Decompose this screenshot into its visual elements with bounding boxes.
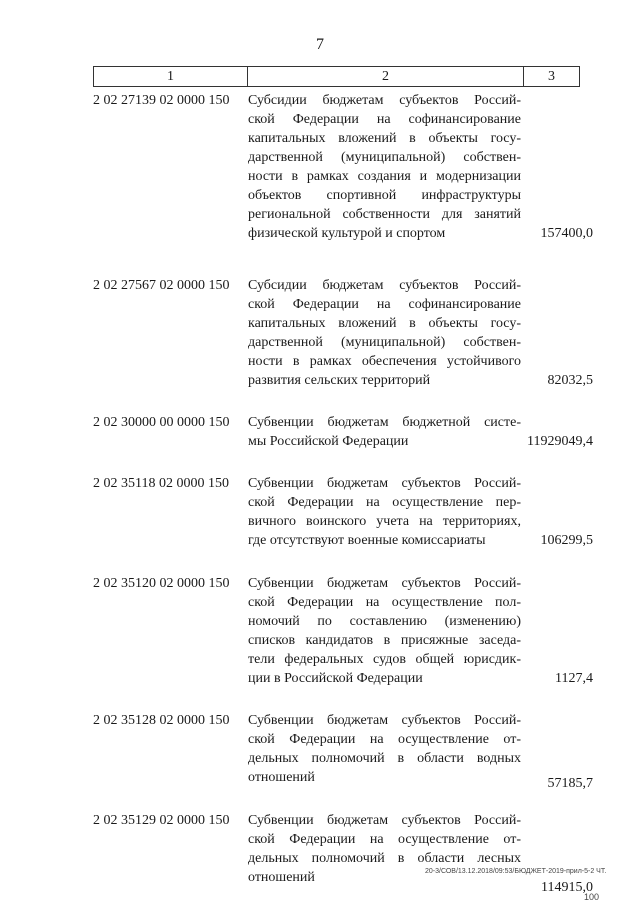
row-description: Субвенции бюджетам бюджетной систе- мы Российской Федерации: [248, 415, 521, 449]
column-header-3: 3: [548, 69, 555, 84]
row-description: Субсидии бюджетам субъектов Россий- ской Федерации на софинансирование капитальных вложений в объекты госу- дарственной (муниципальной) собствен- ности в рамках создания и модернизации объектов спортивной инфраструктуры региональной собственности для занятий физической культурой и спортом: [248, 93, 521, 241]
table-row: [93, 811, 593, 895]
row-code: 2 02 35129 02 0000 150: [93, 813, 230, 828]
table-body: [93, 91, 593, 895]
footer-corner-number: 100: [584, 892, 600, 902]
table-row: [93, 711, 593, 791]
row-code: 2 02 30000 00 0000 150: [93, 415, 230, 430]
table-row: [93, 276, 593, 390]
row-code: 2 02 35128 02 0000 150: [93, 713, 230, 728]
row-description: Субвенции бюджетам субъектов Россий- ской Федерации на осуществление от- дельных полномочий в области водных отношений: [248, 713, 521, 785]
table-row: [93, 474, 593, 550]
row-code: 2 02 35120 02 0000 150: [93, 576, 230, 591]
row-amount: 57185,7: [547, 776, 593, 791]
table-row: [93, 574, 593, 688]
row-description: Субвенции бюджетам субъектов Россий- ской Федерации на осуществление от- дельных полномочий в области лесных отношений: [248, 813, 521, 885]
row-code: 2 02 27139 02 0000 150: [93, 93, 230, 108]
row-amount: 11929049,4: [527, 434, 593, 449]
row-description: Субвенции бюджетам субъектов Россий- ской Федерации на осуществление пер- вичного воинского учета на территориях, где отсутствуют военные комиссариаты: [248, 476, 521, 548]
table-row: [93, 91, 593, 243]
row-amount: 157400,0: [540, 226, 593, 241]
row-amount: 106299,5: [540, 533, 593, 548]
page-number: 7: [316, 36, 324, 53]
row-code: 2 02 27567 02 0000 150: [93, 278, 230, 293]
table-row: [93, 413, 593, 451]
row-description: Субвенции бюджетам субъектов Россий- ской Федерации на осуществление пол- номочий по составлению (изменению) списков кандидатов в присяжные заседа- тели федеральных судов общей юрисдик- ции в Российской Федерации: [248, 576, 521, 686]
column-header-1: 1: [94, 67, 248, 86]
table-column-header: [93, 66, 580, 87]
row-code: 2 02 35118 02 0000 150: [93, 476, 229, 491]
row-description: Субсидии бюджетам субъектов Россий- ской Федерации на софинансирование капитальных вложений в объекты госу- дарственной (муниципальной) собствен- ности в рамках обеспечения устойчивого развития сельских территорий: [248, 278, 521, 388]
footer-document-stamp: 20-3/СОВ/13.12.2018/09:53/БЮДЖЕТ-2019-прил-5-2 ЧТ.: [425, 868, 607, 875]
row-amount: 82032,5: [547, 373, 593, 388]
column-header-2: 2: [248, 67, 524, 86]
row-amount: 1127,4: [555, 671, 593, 686]
row-amount: 114915,0: [541, 880, 593, 895]
